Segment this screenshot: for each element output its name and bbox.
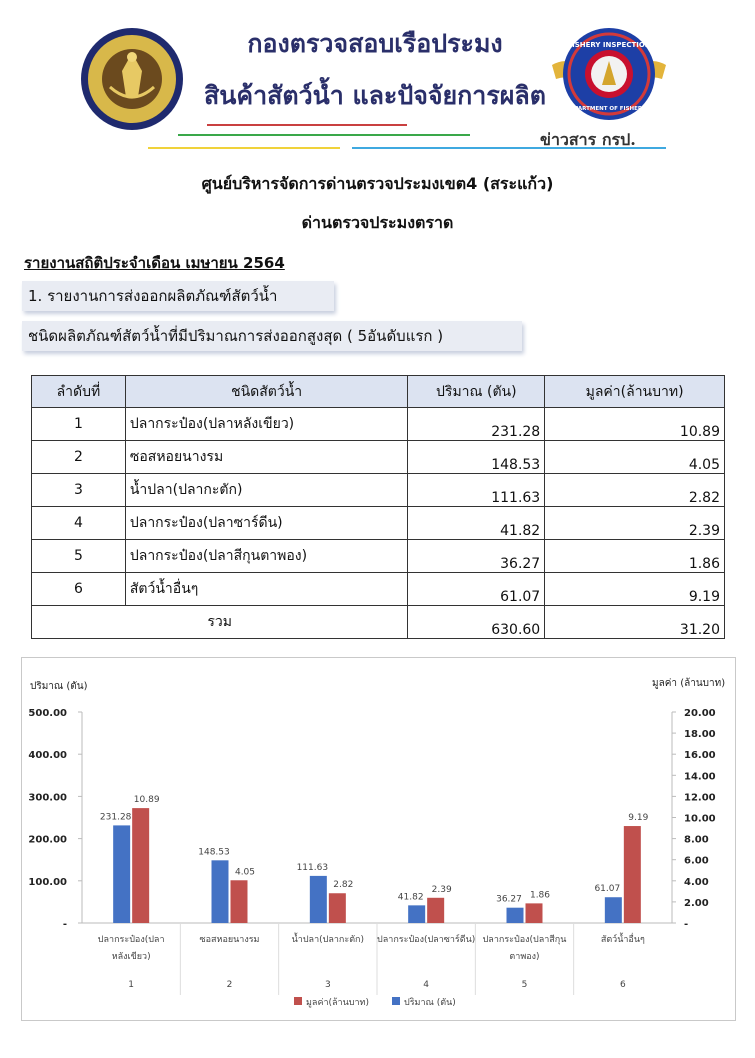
value-cell: 10.89 <box>545 408 725 441</box>
bar-quantity <box>605 897 622 923</box>
legend-label: มูลค่า(ล้านบาท) <box>306 998 369 1008</box>
section-heading <box>22 281 334 311</box>
left-axis-title: ปริมาณ (ตัน) <box>30 681 88 692</box>
data-label: 231.28 <box>99 812 132 823</box>
col-value-header: มูลค่า(ล้านบาท) <box>545 376 725 408</box>
qty-cell: 61.07 <box>408 573 545 606</box>
department-of-fisheries-seal <box>80 27 184 131</box>
category-label: ปลากระป๋อง(ปลา <box>97 935 165 945</box>
right-tick-label: 14.00 <box>684 771 716 783</box>
legend-swatch <box>294 997 302 1005</box>
bar-value <box>231 880 248 923</box>
bar-value <box>526 903 543 923</box>
category-number: 2 <box>226 980 233 990</box>
checkpoint-name: ด่านตรวจประมงตราด <box>301 213 454 232</box>
table-header-row <box>32 376 725 408</box>
qty-cell: 148.53 <box>408 441 545 474</box>
name-cell: สัตว์น้ำอื่นๆ <box>125 573 408 606</box>
right-tick-label: 8.00 <box>684 834 709 846</box>
bar-quantity <box>507 908 524 923</box>
bar-value <box>624 826 641 923</box>
bar-quantity <box>212 860 229 923</box>
category-label: ตาพอง) <box>509 952 540 962</box>
rank-cell: 2 <box>32 441 126 474</box>
data-label: 61.07 <box>594 884 621 895</box>
decor-line-green <box>178 134 470 136</box>
value-cell: 2.82 <box>545 474 725 507</box>
table-row <box>32 441 725 474</box>
name-cell: ซอสหอยนางรม <box>125 441 408 474</box>
report-title: รายงานสถิติประจำเดือน เมษายน 2564 <box>24 254 285 272</box>
data-label: 36.27 <box>496 894 522 905</box>
qty-cell: 36.27 <box>408 540 545 573</box>
category-number: 6 <box>619 980 626 990</box>
data-label: 148.53 <box>198 847 230 858</box>
left-tick-label: 100.00 <box>28 876 67 888</box>
export-chart-svg <box>22 658 735 1020</box>
right-axis-title: มูลค่า (ล้านบาท) <box>652 678 726 689</box>
data-label: 10.89 <box>133 795 160 806</box>
category-number: 4 <box>423 980 430 990</box>
fishery-inspection-emblem <box>550 25 668 123</box>
name-cell: ปลากระป๋อง(ปลาหลังเขียว) <box>125 408 408 441</box>
bar-quantity <box>408 905 425 923</box>
category-label: น้ำปลา(ปลากะตัก) <box>291 935 365 945</box>
data-label: 1.86 <box>529 890 551 901</box>
bar-quantity <box>113 825 130 923</box>
decor-line-red <box>207 124 407 126</box>
bar-value <box>132 808 149 923</box>
division-title: กองตรวจสอบเรือประมง <box>247 29 503 58</box>
qty-cell: 111.63 <box>408 474 545 507</box>
bar-value <box>329 893 346 923</box>
qty-cell: 41.82 <box>408 507 545 540</box>
value-cell: 2.39 <box>545 507 725 540</box>
section-heading-text: 1. รายงานการส่งออกผลิตภัณฑ์สัตว์น้ำ <box>28 287 278 305</box>
right-tick-label: 4.00 <box>684 876 709 888</box>
category-label: ปลากระป๋อง(ปลาสีกุน <box>482 935 567 945</box>
name-cell: น้ำปลา(ปลากะตัก) <box>125 474 408 507</box>
left-tick-label: 400.00 <box>28 750 67 762</box>
table-row <box>32 573 725 606</box>
bar-value <box>427 898 444 923</box>
bar-quantity <box>310 876 327 923</box>
name-cell: ปลากระป๋อง(ปลาซาร์ดีน) <box>125 507 408 540</box>
export-table <box>31 375 725 639</box>
right-tick-label: 16.00 <box>684 750 716 762</box>
value-cell: 9.19 <box>545 573 725 606</box>
table-row <box>32 507 725 540</box>
category-label: ปลากระป๋อง(ปลาซาร์ดีน) <box>377 935 476 945</box>
legend-label: ปริมาณ (ตัน) <box>404 998 456 1008</box>
value-cell: 1.86 <box>545 540 725 573</box>
right-tick-label: - <box>684 919 689 930</box>
category-number: 3 <box>324 980 331 990</box>
rank-cell: 3 <box>32 474 126 507</box>
left-tick-label: 200.00 <box>28 834 67 846</box>
name-cell: ปลากระป๋อง(ปลาสีกุนตาพอง) <box>125 540 408 573</box>
category-number: 1 <box>128 980 135 990</box>
left-tick-label: - <box>62 919 67 930</box>
emblem-bottom-text: DEPARTMENT OF FISHERIES <box>566 106 652 112</box>
col-rank-header: ลำดับที่ <box>32 376 126 408</box>
export-chart <box>21 657 736 1021</box>
category-label: หลังเขียว) <box>111 952 151 962</box>
col-qty-header: ปริมาณ (ตัน) <box>408 376 545 408</box>
left-tick-label: 300.00 <box>28 792 67 804</box>
right-tick-label: 18.00 <box>684 729 716 741</box>
right-tick-label: 6.00 <box>684 855 709 867</box>
value-cell: 4.05 <box>545 441 725 474</box>
right-tick-label: 20.00 <box>684 708 716 719</box>
total-value: 31.20 <box>545 606 725 639</box>
rank-cell: 5 <box>32 540 126 573</box>
emblem-top-text: FISHERY INSPECTION <box>567 41 651 49</box>
table-row <box>32 474 725 507</box>
rank-cell: 4 <box>32 507 126 540</box>
data-label: 4.05 <box>234 867 256 878</box>
table-total-row <box>32 606 725 639</box>
rank-cell: 6 <box>32 573 126 606</box>
category-number: 5 <box>521 980 528 990</box>
category-label: สัตว์น้ำอื่นๆ <box>600 935 645 945</box>
data-label: 2.82 <box>333 880 354 891</box>
data-label: 111.63 <box>296 862 329 873</box>
center-name: ศูนย์บริหารจัดการด่านตรวจประมงเขต4 (สระแก้ว) <box>201 174 554 193</box>
data-label: 9.19 <box>628 813 649 824</box>
right-tick-label: 10.00 <box>684 813 716 825</box>
division-subtitle: สินค้าสัตว์น้ำ และปัจจัยการผลิต <box>204 81 546 110</box>
decor-line-yellow <box>148 147 340 149</box>
col-name-header: ชนิดสัตว์น้ำ <box>125 376 408 408</box>
right-tick-label: 2.00 <box>684 897 709 909</box>
data-label: 2.39 <box>431 884 452 895</box>
total-label: รวม <box>32 606 408 639</box>
data-label: 41.82 <box>397 892 424 903</box>
sub-heading-text: ชนิดผลิตภัณฑ์สัตว์น้ำที่มีปริมาณการส่งออกสูงสุด ( 5อันดับแรก ) <box>28 327 444 345</box>
sub-heading <box>22 321 522 351</box>
table-row <box>32 408 725 441</box>
legend-swatch <box>392 997 400 1005</box>
table-row <box>32 540 725 573</box>
left-tick-label: 500.00 <box>28 708 67 719</box>
right-tick-label: 12.00 <box>684 792 716 804</box>
total-qty: 630.60 <box>408 606 545 639</box>
news-label: ข่าวสาร กรป. <box>540 130 636 149</box>
qty-cell: 231.28 <box>408 408 545 441</box>
rank-cell: 1 <box>32 408 126 441</box>
category-label: ซอสหอยนางรม <box>199 935 260 945</box>
